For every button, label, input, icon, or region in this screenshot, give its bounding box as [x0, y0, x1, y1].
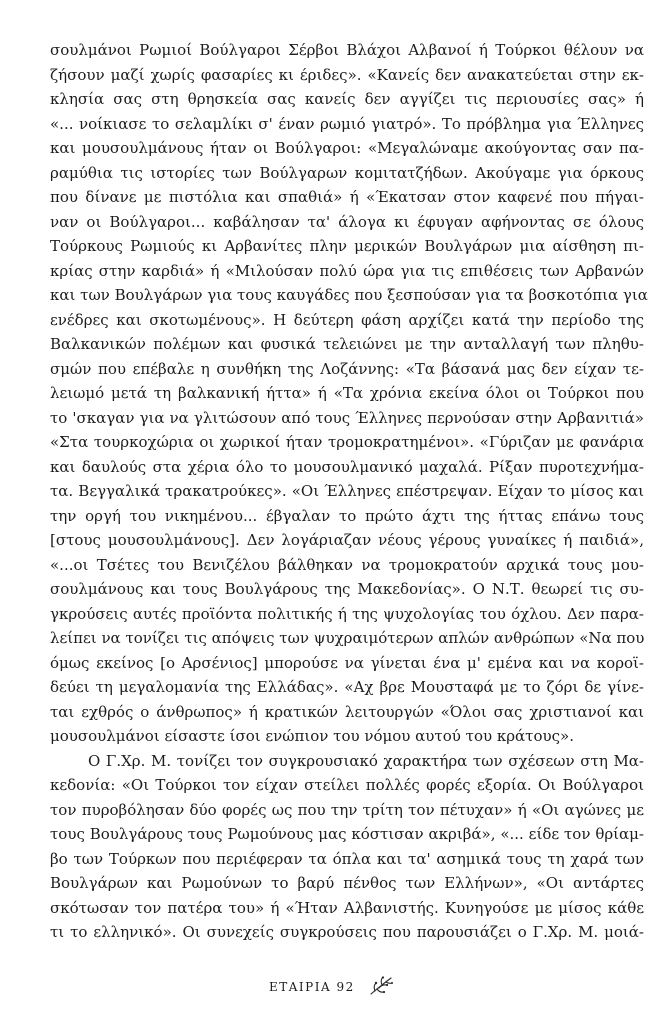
text-line: Ο Γ.Χρ. Μ. τονίζει τον συγκρουσιακό χαρακτήρα των σχέσεων στη Μα-: [88, 751, 644, 770]
text-line: κρίας στην καρδιά» ή «Μιλούσαν πολύ ώρα για τις επιθέσεις των Αρβανών: [50, 261, 644, 280]
page-number: 92: [336, 980, 355, 994]
text-line: λειωμό μετά τη βαλκανική ήττα» ή «Τα χρόνια εκείνα όλοι οι Τούρκοι που: [50, 384, 644, 402]
text-line: «... νοίκιασε το σελαμλίκι σ' έναν ρωμιό γιατρό». Το πρόβλημα για Έλληνες: [50, 114, 644, 133]
text-line: «...οι Τσέτες του Βενιζέλου βάλθηκαν να τρομοκρατούν αρχικά τους μου-: [50, 555, 644, 574]
text-line: «Στα τουρκοχώρια οι χωρικοί ήταν τρομοκρατημένοι». «Γύριζαν με φανάρια: [50, 433, 644, 451]
text-line: όμως εκείνος [ο Αρσένιος] μπορούσε να γίνεται ένα μ' εμένα και να κοροϊ-: [50, 653, 644, 672]
page-footer: [0, 975, 663, 1000]
text-line: ραμύθια τις ιστορίες των Βούλγαρων κομιτατζήδων. Ακούγαμε για όρκους: [50, 163, 644, 182]
text-line: ζήσουν μαζί χωρίς φασαρίες κι έριδες». «Κανείς δεν ανακατεύεται στην εκ-: [50, 65, 644, 84]
text-line: Βαλκανικών πολέμων και φυσικά τελειώνει με την ανταλλαγή των πληθυ-: [50, 335, 644, 353]
text-line: βο των Τούρκων που περιέφεραν τα όπλα και τα' ασημικά τους τη χαρά των: [50, 849, 644, 868]
text-line: κλησία σας στη θρησκεία σας κανείς δεν αγγίζει τις περιουσίες σας» ή: [50, 90, 644, 108]
text-line: κεδονία: «Οι Τούρκοι τον είχαν στείλει πολλές φορές εξορία. Οι Βούλγαροι: [50, 776, 644, 794]
text-line: μουσουλμάνοι είσαστε ίσοι ενώπιον του νόμου αυτού του κράτους».: [50, 727, 574, 745]
text-line: λείπει να τονίζει τις απόψεις των ψυχραιμότερων απλών ανθρώπων «Να που: [50, 629, 645, 647]
text-line: [στους μουσουλμάνους]. Δεν λογάριαζαν νέους γέρους γυναίκες ή παιδιά»,: [50, 531, 644, 549]
text-line: και δαυλούς στα χέρια όλο το μουσουλμανικό μαχαλά. Ρίξαν πυροτεχνήμα-: [50, 457, 644, 476]
text-line: τους Βουλγάρους τους Ρωμούνους μας κόστισαν ακριβά», «... είδε τον θρίαμ-: [50, 825, 644, 843]
text-line: την οργή του νικημένου... έβγαλαν το πρώτο άχτι της ήττας επάνω τους: [50, 506, 644, 525]
text-line: που δίνανε με πιστόλια και σπαθιά» ή «Έκατσαν στον καφενέ που πήγαι-: [50, 188, 644, 206]
journal-name: ΕΤΑΙΡΙΑ: [268, 980, 332, 994]
text-line: ται εχθρός ο άνθρωπος» ή κρατικών λειτουργών «Όλοι σας χριστιανοί και: [50, 702, 644, 721]
text-line: και μουσουλμάνους ήταν οι Βούλγαροι: «Μεγαλώναμε ακούγοντας σαν πα-: [50, 139, 644, 157]
text-line: και των Βουλγάρων για τους καυγάδες που ξεσπούσαν για τα βοσκοτόπια για: [50, 286, 648, 304]
text-line: Βουλγάρων και Ρωμούνων το βαρύ πένθος των Ελλήνων», «Οι αντάρτες: [50, 874, 644, 892]
text-line: Τούρκους Ρωμιούς κι Αρβανίτες πλην μερικών Βουλγάρων μια αίσθηση πι-: [50, 237, 644, 255]
text-line: σουλμάνους και τους Βουλγάρους της Μακεδονίας». Ο Ν.Τ. θεωρεί τις συ-: [50, 580, 644, 598]
text-line: ενέδρες και σκοτωμένους». Η δεύτερη φάση αρχίζει κατά την περίοδο της: [50, 310, 644, 329]
text-line: δεύει τη μεγαλομανία της Ελλάδας». «Αχ βρε Μουσταφά με το ζόρι δε γίνε-: [50, 678, 644, 696]
text-line: σκότωσαν τον πατέρα του» ή «Ήταν Αλβανιστής. Κυνηγούσε με μίσος κάθε: [50, 898, 644, 917]
text-line: ναν οι Βούλγαροι... καβάλησαν τα' άλογα κι έφυγαν αφήνοντας σε όλους: [50, 212, 644, 231]
text-line: το 'σκαγαν για να γλιτώσουν από τους Έλληνες περνούσαν στην Αρβανιτιά»: [50, 408, 644, 427]
page-text: [50, 38, 648, 945]
text-line: τον πυροβόλησαν δύο φορές ως που την τρίτη τον πέτυχαν» ή «Οι αγώνες με: [50, 800, 644, 819]
branch-ornament-icon: [368, 975, 394, 1000]
text-line: τι το ελληνικό». Οι συνεχείς συγκρούσεις που παρουσιάζει ο Γ.Χρ. Μ. μοιά-: [50, 923, 644, 941]
text-line: τα. Βεγγαλικά τρακατρούκες». «Οι Έλληνες επέστρεψαν. Είχαν το μίσος και: [50, 482, 644, 500]
text-line: σμών που επέβαλε η συνθήκη της Λοζάννης: «Τα βάσανά μας δεν είχαν τε-: [50, 359, 644, 378]
text-line: σουλμάνοι Ρωμιοί Βούλγαροι Σέρβοι Βλάχοι Αλβανοί ή Τούρκοι θέλουν να: [50, 41, 644, 59]
text-line: γκρούσεις αυτές προϊόντα πολιτικής ή της ψυχολογίας του όχλου. Δεν παρα-: [50, 604, 644, 623]
